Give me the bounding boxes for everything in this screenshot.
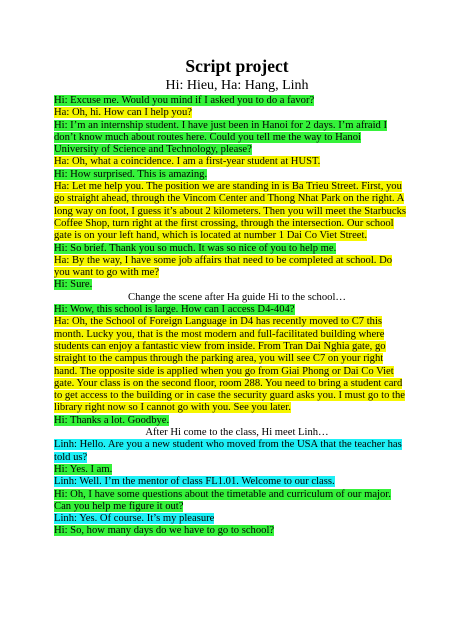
dialogue-text: Linh: Yes. Of course. It’s my pleasure [54, 513, 215, 525]
dialogue-line [54, 181, 420, 193]
dialogue-text: Hi: So brief. Thank you so much. It was so nice of you to help me. [54, 242, 337, 254]
dialogue-text: Hi: Yes. I am. [54, 463, 113, 475]
document-page [54, 56, 420, 538]
dialogue-text: gate. Your class is on the second floor, room 288. You need to bring a student card [54, 377, 403, 389]
dialogue-text: students can enjoy a fantastic view from inside. From Tran Dai Nghia gate, go [54, 340, 386, 352]
dialogue-line [54, 243, 420, 255]
document-subtitle: Hi: Hieu, Ha: Hang, Linh [165, 78, 309, 93]
dialogue-line [54, 513, 420, 525]
dialogue-line [54, 366, 420, 378]
dialogue-line [54, 218, 420, 230]
dialogue-line [54, 489, 420, 501]
dialogue-text: Coffee Shop, turn right at the first crossing, through the intersection. Our school [54, 217, 394, 229]
dialogue-line [54, 476, 420, 488]
dialogue-line [54, 144, 420, 156]
dialogue-text: straight to the campus through the parking area, you will see C7 on your right [54, 353, 384, 365]
dialogue-line [54, 329, 420, 341]
dialogue-text: Can you help me figure it out? [54, 500, 184, 512]
dialogue-text: gate is on your left hand, which is located at number 1 Dai Co Viet Street. [54, 230, 368, 242]
dialogue-line [54, 501, 420, 513]
dialogue-line [54, 132, 420, 144]
dialogue-text: Hi: How surprised. This is amazing. [54, 168, 208, 180]
dialogue-text: Hi: Wow, this school is large. How can I access D4-404? [54, 304, 295, 316]
dialogue-text: Hi: Sure. [54, 279, 93, 291]
dialogue-text: told us? [54, 451, 88, 463]
dialogue-line [54, 267, 420, 279]
dialogue-line [54, 255, 420, 267]
dialogue-line [54, 156, 420, 168]
dialogue-text: Hi: Oh, I have some questions about the timetable and curriculum of our major. [54, 488, 391, 500]
dialogue-text: Ha: Oh, what a coincidence. I am a first-year student at HUST. [54, 156, 321, 168]
dialogue-line [54, 304, 420, 316]
dialogue-text: Linh: Well. I’m the mentor of class FL1.01. Welcome to our class. [54, 476, 335, 488]
dialogue-text: Hi: Thanks a lot. Goodbye. [54, 414, 170, 426]
dialogue-line [54, 120, 420, 132]
scene-direction [54, 292, 420, 304]
dialogue-line [54, 452, 420, 464]
dialogue-line [54, 206, 420, 218]
dialogue-text: Ha: Oh, hi. How can I help you? [54, 107, 192, 119]
dialogue-text: library right now so I cannot go with you. See you later. [54, 402, 291, 414]
document-title: Script project [185, 56, 289, 76]
dialogue-text: Linh: Hello. Are you a new student who moved from the USA that the teacher has [54, 439, 402, 451]
dialogue-text: go straight ahead, through the Vincom Center and Thong Nhat Park on the right. A [54, 193, 405, 205]
dialogue-text: Ha: Let me help you. The position we are standing in is Ba Trieu Street. First, you [54, 181, 402, 193]
dialogue-text: long way on foot, I guess it’s about 2 kilometers. Then you will meet the Starbucks [54, 205, 406, 217]
dialogue-text: don’t know much about routes here. Could you tell me the way to Hanoi [54, 131, 361, 143]
scene-direction [54, 427, 420, 439]
dialogue-line [54, 402, 420, 414]
dialogue-line [54, 95, 420, 107]
dialogue-text: University of Science and Technology, please? [54, 144, 252, 156]
dialogue-line [54, 415, 420, 427]
dialogue-text: month. Lucky you, that is the most modern and full-facilitated building where [54, 328, 385, 340]
dialogue-line [54, 464, 420, 476]
dialogue-line [54, 193, 420, 205]
dialogue-line [54, 169, 420, 181]
dialogue-line [54, 279, 420, 291]
dialogue-text: Change the scene after Ha guide Hi to the school… [128, 291, 346, 303]
dialogue-line [54, 107, 420, 119]
dialogue-line [54, 378, 420, 390]
dialogue-text: to get access to the building or in case the security guard asks you. I must go to the [54, 390, 405, 402]
dialogue-line [54, 341, 420, 353]
dialogue-text: Ha: Oh, the School of Foreign Language in D4 has recently moved to C7 this [54, 316, 383, 328]
dialogue-text: Ha: By the way, I have some job affairs that need to be completed at school. Do [54, 254, 393, 266]
script-dialogue [54, 95, 420, 538]
dialogue-line [54, 230, 420, 242]
dialogue-text: Hi: I’m an internship student. I have just been in Hanoi for 2 days. I’m afraid I [54, 119, 388, 131]
dialogue-text: you want to go with me? [54, 267, 160, 279]
dialogue-line [54, 525, 420, 537]
dialogue-line [54, 316, 420, 328]
dialogue-text: Hi: Excuse me. Would you mind if I asked you to do a favor? [54, 95, 315, 106]
dialogue-line [54, 390, 420, 402]
dialogue-text: hand. The opposite side is applied when you go from Giai Phong or Dai Co Viet [54, 365, 394, 377]
dialogue-line [54, 353, 420, 365]
dialogue-line [54, 439, 420, 451]
dialogue-text: After Hi come to the class, Hi meet Linh… [145, 427, 329, 439]
dialogue-text: Hi: So, how many days do we have to go to school? [54, 525, 275, 537]
